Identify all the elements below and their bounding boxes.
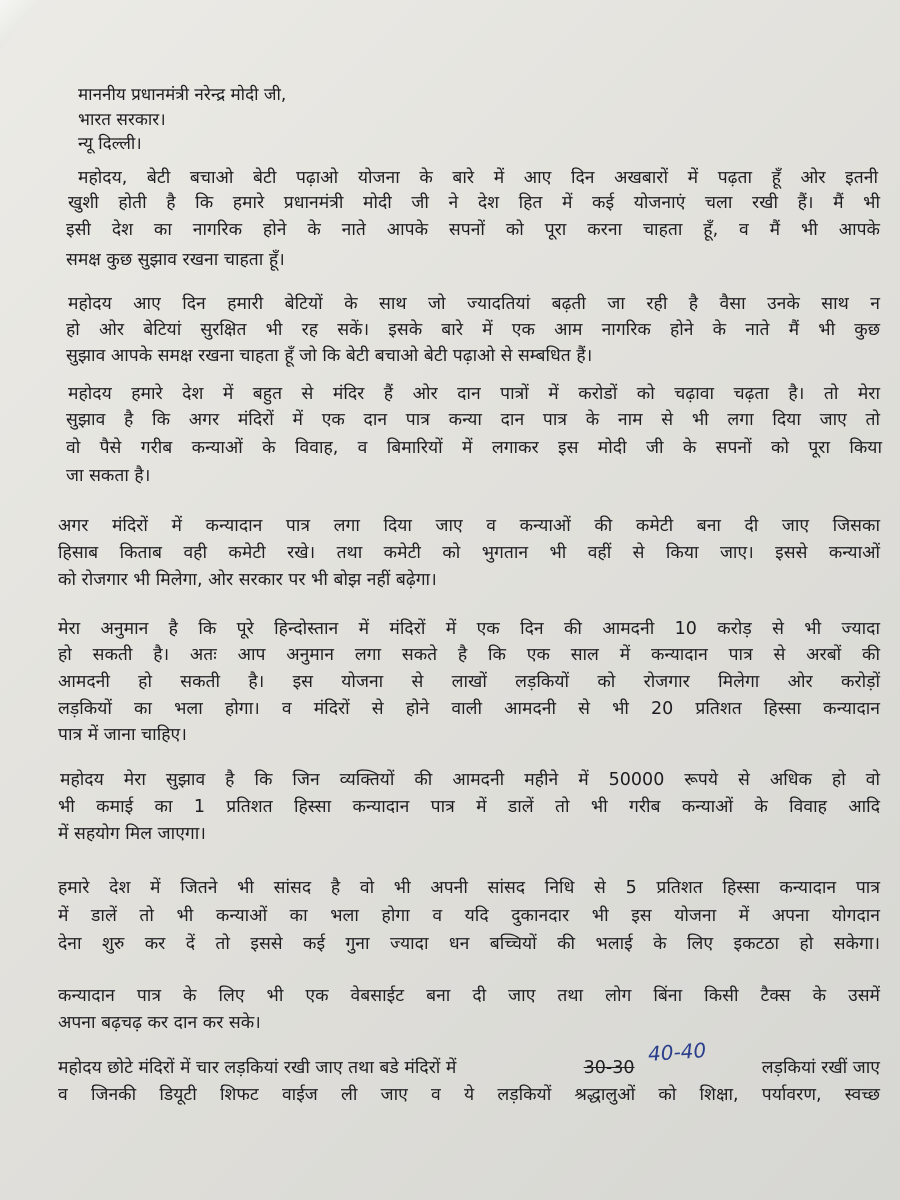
body-line: सुझाव आपके समक्ष रखना चाहता हूँ जो कि बेटी बचाओ बेटी पढ़ाओ से सम्बधित हैं। xyxy=(66,346,593,366)
struck-number: 30-30 xyxy=(583,1058,635,1078)
body-line: में सहयोग मिल जाएगा। xyxy=(58,824,206,844)
body-line: व जिनकी डियूटी शिफट वाईज ली जाए व ये लड़कियों श्रद्धालुओं को शिक्षा, पर्यावरण, स्वच्छ xyxy=(58,1085,880,1105)
body-line: को रोजगार भी मिलेगा, ओर सरकार पर भी बोझ नहीं बढ़ेगा। xyxy=(58,570,437,590)
body-line: महोदय मेरा सुझाव है कि जिन व्यक्तियों की आमदनी महीने में 50000 रूपये से अधिक हो वो xyxy=(60,770,880,790)
body-line: में डालें तो भी कन्याओं का भला होगा व यदि दुकानदार भी इस योजना में अपना योगदान xyxy=(58,906,880,926)
body-line: इसी देश का नागरिक होने के नाते आपके सपनों को पूरा करना चाहता हूँ, व मैं भी आपके xyxy=(66,220,880,240)
body-line: अपना बढ़चढ़ कर दान कर सके। xyxy=(58,1013,261,1033)
body-line: पात्र में जाना चाहिए। xyxy=(58,725,187,745)
body-line: आमदनी हो सकती है। इस योजना से लाखों लड़कियों को रोजगार मिलेगा ओर करोड़ों xyxy=(58,672,880,692)
body-line: लड़कियों का भला होगा। व मंदिरों से होने वाली आमदनी से भी 20 प्रतिशत हिस्सा कन्यादान xyxy=(58,699,880,719)
body-line: महोदय, बेटी बचाओ बेटी पढ़ाओ योजना के बारे में आए दिन अखबारों में पढ़ता हूँ ओर इतनी xyxy=(78,168,878,188)
body-line: कन्यादान पात्र के लिए भी एक वेबसाईट बना दी जाए तथा लोग बिंना किसी टैक्स के उसमें xyxy=(58,986,880,1006)
body-line: सुझाव है कि अगर मंदिरों में एक दान पात्र कन्या दान पात्र के नाम से भी लगा दिया जाए तो xyxy=(66,410,880,430)
body-line: जा सकता है। xyxy=(66,466,151,486)
address-line-2: भारत सरकार। xyxy=(78,110,166,130)
body-line-part: लड़कियां रखीं जाए xyxy=(761,1058,880,1078)
body-line-with-correction xyxy=(58,1060,880,1078)
body-line: खुशी होती है कि हमारे प्रधानमंत्री मोदी जी ने देश हित में कई योजनाएं चला रखी हैं। मैं भी xyxy=(68,193,880,213)
body-line: हमारे देश में जितने भी सांसद है वो भी अपनी सांसद निधि से 5 प्रतिशत हिस्सा कन्यादान पात्र xyxy=(58,878,880,898)
address-line-3: न्यू दिल्ली। xyxy=(78,134,142,154)
body-line: महोदय हमारे देश में बहुत से मंदिर हैं ओर दान पात्रों में करोडों को चढ़ावा चढ़ता है। तो मेरा xyxy=(68,384,880,404)
body-line: भी कमाई का 1 प्रतिशत हिस्सा कन्यादान पात्र में डालें तो भी गरीब कन्याओं के विवाह आदि xyxy=(58,797,880,817)
address-line-1: माननीय प्रधानमंत्री नरेन्द्र मोदी जी, xyxy=(78,85,287,105)
body-line: समक्ष कुछ सुझाव रखना चाहता हूँ। xyxy=(66,250,285,270)
body-line: देना शुरु कर दें तो इससे कई गुना ज्यादा धन बच्चियों की भलाई के लिए इकटठा हो सकेगा। xyxy=(58,934,880,954)
body-line: महोदय आए दिन हमारी बेटियों के साथ जो ज्यादतियां बढ़ती जा रही है वैसा उनके साथ न xyxy=(68,294,880,314)
body-line-part: महोदय छोटे मंदिरों में चार लड़कियां रखी जाए तथा बडे मंदिरों में xyxy=(58,1058,457,1078)
body-line: हो ओर बेटियां सुरक्षित भी रह सकें। इसके बारे में एक आम नागरिक होने के नाते मैं भी कुछ xyxy=(66,320,880,340)
body-line: मेरा अनुमान है कि पूरे हिन्दोस्तान में मंदिरों में एक दिन की आमदनी 10 करोड़ से भी ज्यादा xyxy=(58,619,880,639)
body-line: अगर मंदिरों में कन्यादान पात्र लगा दिया जाए व कन्याओं की कमेटी बना दी जाए जिसका xyxy=(58,516,880,536)
folded-corner xyxy=(0,0,40,50)
handwritten-correction: 40-40 xyxy=(647,1038,707,1066)
body-line: हिसाब किताब वही कमेटी रखे। तथा कमेटी को भुगतान भी वहीं से किया जाए। इससे कन्याओं xyxy=(58,543,880,563)
body-line: वो पैसे गरीब कन्याओं के विवाह, व बिमारियों में लगाकर इस मोदी जी के सपनों को पूरा किया xyxy=(66,438,882,458)
body-line: हो सकती है। अतः आप अनुमान लगा सकते है कि एक साल में कन्यादान पात्र से अरबों की xyxy=(58,645,880,665)
